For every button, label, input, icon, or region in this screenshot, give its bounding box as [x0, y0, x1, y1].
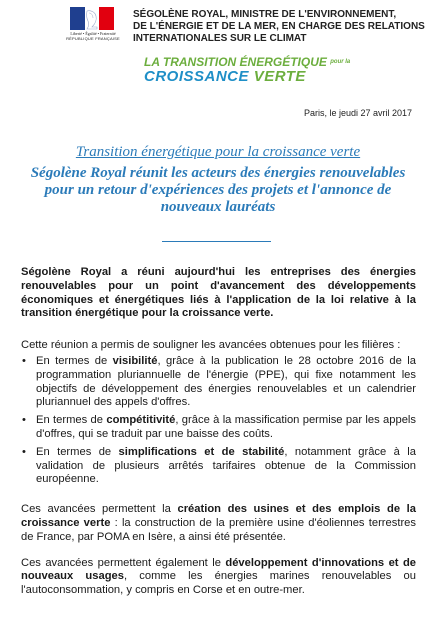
title-divider	[162, 241, 271, 242]
lead-paragraph: Ségolène Royal a réuni aujourd'hui les entreprises des énergies renouvelables pour un point d'avancement des développements économiques et énergétiques liés à l'application de la loi relative à la transition énergétique pour la croissance verte.	[21, 266, 416, 320]
list-item: • En termes de visibilité, grâce à la publication le 28 octobre 2016 de la programmation pluriannuelle de l'énergie (PPE), qui fixe notamment les objectifs de développement des énergies renouvelables et un calendrier pluriannuel des appels d'offres.	[22, 354, 416, 409]
ministry-line-3: INTERNATIONALES SUR LE CLIMAT	[133, 33, 307, 44]
list-item: • En termes de compétitivité, grâce à la massification permise par les appels d'offres, qui se traduit par une baisse des coûts.	[22, 414, 416, 440]
logo-country: RÉPUBLIQUE FRANÇAISE	[66, 36, 120, 41]
headline: Transition énergétique pour la croissance verte	[75, 144, 361, 160]
marianne-flag-icon	[70, 7, 114, 30]
bullet-icon: •	[22, 414, 26, 427]
intro-paragraph: Cette réunion a permis de souligner les avancées obtenues pour les filières :	[21, 339, 401, 352]
factories-paragraph: Ces avancées permettent la création des usines et des emplois de la croissance verte : la construction de la première usine d'éoliennes terrestres de France, par POMA en Isère, a ainsi été présentée.	[21, 503, 416, 543]
tagline-bottom: CROISSANCE VERTE	[144, 68, 306, 85]
subheadline: Ségolène Royal réunit les acteurs des énergies renouvelables pour un retour d'expériences des projets et l'annonce de nouveaux lauréats	[30, 165, 406, 215]
ministry-line-1: SÉGOLÈNE ROYAL, MINISTRE DE L'ENVIRONNEMENT,	[133, 9, 397, 20]
republique-francaise-logo	[56, 7, 130, 41]
innovation-paragraph: Ces avancées permettent également le développement d'innovations et de nouveaux usages, comme les énergies marines renouvelables ou l'autoconsommation, y compris en Corse et en outre-mer.	[21, 556, 416, 597]
logo-motto: Liberté • Égalité • Fraternité	[70, 31, 116, 36]
ministry-name	[133, 9, 433, 45]
release-date: Paris, le jeudi 27 avril 2017	[303, 108, 412, 118]
bullet-list	[21, 355, 416, 487]
tagline-top: LA TRANSITION ÉNERGÉTIQUE $^{pour la}$	[144, 55, 351, 69]
bullet-icon: •	[22, 354, 26, 367]
list-item: • En termes de simplifications et de stabilité, notamment grâce à la validation de plusieurs arrêtés tarifaires obtenue de la Commission européenne.	[22, 445, 416, 486]
body-text	[21, 266, 416, 598]
ministry-line-2: DE L'ÉNERGIE ET DE LA MER, EN CHARGE DES RELATIONS	[133, 21, 425, 32]
tagline-logo	[144, 55, 351, 86]
header	[0, 0, 436, 100]
bullet-icon: •	[22, 445, 26, 458]
